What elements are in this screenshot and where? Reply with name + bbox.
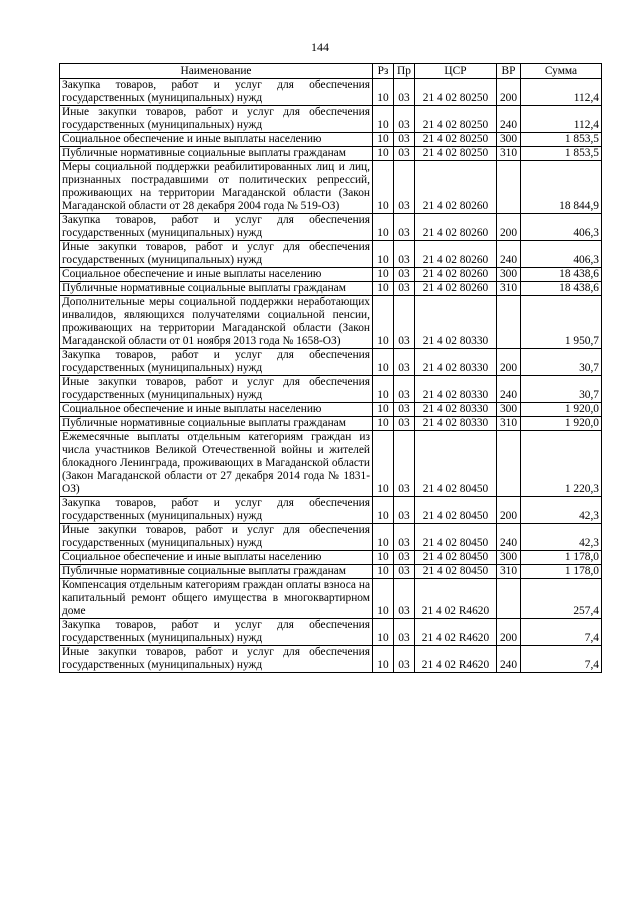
- table-row: [60, 565, 602, 579]
- cell-vr: 310: [497, 417, 521, 431]
- cell-rz: 10: [373, 646, 394, 673]
- cell-sum: 1 853,5: [521, 147, 602, 161]
- cell-name: Публичные нормативные социальные выплаты гражданам: [60, 417, 373, 431]
- cell-csr: 21 4 02 80260: [415, 268, 497, 282]
- cell-sum: 18 438,6: [521, 282, 602, 296]
- cell-csr: 21 4 02 80450: [415, 565, 497, 579]
- budget-table: [59, 63, 602, 673]
- cell-sum: 7,4: [521, 619, 602, 646]
- cell-csr: 21 4 02 80260: [415, 161, 497, 214]
- cell-sum: 18 844,9: [521, 161, 602, 214]
- cell-vr: [497, 579, 521, 619]
- cell-pr: 03: [394, 551, 415, 565]
- cell-vr: 240: [497, 646, 521, 673]
- table-row: [60, 497, 602, 524]
- cell-sum: 42,3: [521, 497, 602, 524]
- cell-pr: 03: [394, 524, 415, 551]
- cell-pr: 03: [394, 431, 415, 497]
- cell-rz: 10: [373, 214, 394, 241]
- cell-name: Иные закупки товаров, работ и услуг для обеспечения государственных (муниципальных) нужд: [60, 106, 373, 133]
- cell-csr: 21 4 02 80250: [415, 147, 497, 161]
- cell-pr: 03: [394, 268, 415, 282]
- header-sum: Сумма: [521, 64, 602, 79]
- cell-rz: 10: [373, 619, 394, 646]
- cell-vr: 240: [497, 524, 521, 551]
- cell-vr: [497, 296, 521, 349]
- cell-vr: [497, 161, 521, 214]
- cell-sum: 112,4: [521, 79, 602, 106]
- cell-csr: 21 4 02 R4620: [415, 646, 497, 673]
- cell-vr: 240: [497, 241, 521, 268]
- cell-pr: 03: [394, 619, 415, 646]
- table-row: [60, 79, 602, 106]
- cell-name: Компенсация отдельным категориям граждан оплаты взноса на капитальный ремонт общего имущества в многоквартирном доме: [60, 579, 373, 619]
- cell-vr: 200: [497, 214, 521, 241]
- cell-rz: 10: [373, 417, 394, 431]
- cell-pr: 03: [394, 565, 415, 579]
- table-row: [60, 147, 602, 161]
- cell-pr: 03: [394, 579, 415, 619]
- cell-rz: 10: [373, 268, 394, 282]
- cell-sum: 112,4: [521, 106, 602, 133]
- cell-pr: 03: [394, 79, 415, 106]
- table-row: [60, 161, 602, 214]
- cell-name: Закупка товаров, работ и услуг для обеспечения государственных (муниципальных) нужд: [60, 79, 373, 106]
- table-row: [60, 376, 602, 403]
- cell-vr: 200: [497, 619, 521, 646]
- cell-sum: 1 950,7: [521, 296, 602, 349]
- cell-csr: 21 4 02 80250: [415, 106, 497, 133]
- cell-pr: 03: [394, 417, 415, 431]
- cell-rz: 10: [373, 497, 394, 524]
- cell-sum: 1 178,0: [521, 551, 602, 565]
- cell-sum: 257,4: [521, 579, 602, 619]
- table-row: [60, 524, 602, 551]
- cell-vr: [497, 431, 521, 497]
- cell-name: Социальное обеспечение и иные выплаты населению: [60, 403, 373, 417]
- cell-vr: 200: [497, 497, 521, 524]
- cell-sum: 30,7: [521, 376, 602, 403]
- cell-csr: 21 4 02 80330: [415, 296, 497, 349]
- cell-pr: 03: [394, 376, 415, 403]
- cell-vr: 200: [497, 79, 521, 106]
- cell-pr: 03: [394, 296, 415, 349]
- table-row: [60, 403, 602, 417]
- cell-name: Социальное обеспечение и иные выплаты населению: [60, 268, 373, 282]
- table-row: [60, 646, 602, 673]
- cell-vr: 300: [497, 551, 521, 565]
- cell-sum: 1 920,0: [521, 403, 602, 417]
- cell-csr: 21 4 02 80260: [415, 214, 497, 241]
- cell-name: Закупка товаров, работ и услуг для обеспечения государственных (муниципальных) нужд: [60, 497, 373, 524]
- header-pr: Пр: [394, 64, 415, 79]
- cell-name: Иные закупки товаров, работ и услуг для обеспечения государственных (муниципальных) нужд: [60, 376, 373, 403]
- cell-vr: 300: [497, 403, 521, 417]
- table-row: [60, 282, 602, 296]
- cell-vr: 310: [497, 565, 521, 579]
- cell-sum: 1 220,3: [521, 431, 602, 497]
- cell-csr: 21 4 02 80330: [415, 403, 497, 417]
- cell-csr: 21 4 02 80330: [415, 376, 497, 403]
- table-row: [60, 268, 602, 282]
- cell-csr: 21 4 02 80250: [415, 133, 497, 147]
- cell-sum: 7,4: [521, 646, 602, 673]
- cell-name: Иные закупки товаров, работ и услуг для обеспечения государственных (муниципальных) нужд: [60, 524, 373, 551]
- cell-sum: 406,3: [521, 241, 602, 268]
- cell-vr: 310: [497, 282, 521, 296]
- cell-rz: 10: [373, 296, 394, 349]
- cell-vr: 240: [497, 376, 521, 403]
- table-header-row: [60, 64, 602, 79]
- cell-sum: 30,7: [521, 349, 602, 376]
- cell-csr: 21 4 02 80330: [415, 349, 497, 376]
- cell-rz: 10: [373, 282, 394, 296]
- table-row: [60, 241, 602, 268]
- cell-pr: 03: [394, 403, 415, 417]
- cell-sum: 42,3: [521, 524, 602, 551]
- cell-csr: 21 4 02 R4620: [415, 619, 497, 646]
- cell-pr: 03: [394, 349, 415, 376]
- table-row: [60, 551, 602, 565]
- table-row: [60, 619, 602, 646]
- cell-sum: 1 853,5: [521, 133, 602, 147]
- cell-name: Иные закупки товаров, работ и услуг для обеспечения государственных (муниципальных) нужд: [60, 241, 373, 268]
- cell-rz: 10: [373, 133, 394, 147]
- cell-pr: 03: [394, 147, 415, 161]
- cell-rz: 10: [373, 106, 394, 133]
- cell-csr: 21 4 02 80250: [415, 79, 497, 106]
- cell-csr: 21 4 02 80260: [415, 241, 497, 268]
- header-rz: Рз: [373, 64, 394, 79]
- cell-csr: 21 4 02 80450: [415, 551, 497, 565]
- cell-sum: 1 178,0: [521, 565, 602, 579]
- cell-name: Дополнительные меры социальной поддержки неработающих инвалидов, являющихся получателями социальной пенсии, проживающих на территории Магаданской области (Закон Магаданской области от 01 ноября 2013 года № 1658-ОЗ): [60, 296, 373, 349]
- cell-rz: 10: [373, 376, 394, 403]
- cell-vr: 310: [497, 147, 521, 161]
- cell-name: Публичные нормативные социальные выплаты гражданам: [60, 565, 373, 579]
- cell-rz: 10: [373, 579, 394, 619]
- page-number: 144: [311, 40, 329, 54]
- header-vr: ВР: [497, 64, 521, 79]
- cell-vr: 300: [497, 133, 521, 147]
- cell-rz: 10: [373, 161, 394, 214]
- cell-pr: 03: [394, 161, 415, 214]
- cell-csr: 21 4 02 80450: [415, 524, 497, 551]
- cell-pr: 03: [394, 646, 415, 673]
- cell-csr: 21 4 02 80450: [415, 497, 497, 524]
- table-row: [60, 106, 602, 133]
- cell-rz: 10: [373, 349, 394, 376]
- table-body: [60, 79, 602, 673]
- cell-name: Публичные нормативные социальные выплаты гражданам: [60, 147, 373, 161]
- cell-rz: 10: [373, 551, 394, 565]
- cell-vr: 200: [497, 349, 521, 376]
- cell-pr: 03: [394, 282, 415, 296]
- cell-vr: 240: [497, 106, 521, 133]
- table-row: [60, 349, 602, 376]
- cell-pr: 03: [394, 106, 415, 133]
- cell-rz: 10: [373, 241, 394, 268]
- cell-pr: 03: [394, 241, 415, 268]
- cell-pr: 03: [394, 214, 415, 241]
- cell-name: Закупка товаров, работ и услуг для обеспечения государственных (муниципальных) нужд: [60, 349, 373, 376]
- cell-name: Меры социальной поддержки реабилитированных лиц и лиц, признанных пострадавшими от политических репрессий, проживающих на территории Магаданской области (Закон Магаданской области от 28 декабря 2004 года № 519-ОЗ): [60, 161, 373, 214]
- cell-csr: 21 4 02 R4620: [415, 579, 497, 619]
- cell-name: Социальное обеспечение и иные выплаты населению: [60, 551, 373, 565]
- cell-name: Публичные нормативные социальные выплаты гражданам: [60, 282, 373, 296]
- cell-rz: 10: [373, 79, 394, 106]
- header-csr: ЦСР: [415, 64, 497, 79]
- cell-rz: 10: [373, 147, 394, 161]
- table-row: [60, 417, 602, 431]
- cell-vr: 300: [497, 268, 521, 282]
- table-row: [60, 296, 602, 349]
- cell-rz: 10: [373, 565, 394, 579]
- cell-pr: 03: [394, 497, 415, 524]
- cell-name: Иные закупки товаров, работ и услуг для обеспечения государственных (муниципальных) нужд: [60, 646, 373, 673]
- header-name: Наименование: [60, 64, 373, 79]
- cell-csr: 21 4 02 80330: [415, 417, 497, 431]
- cell-rz: 10: [373, 524, 394, 551]
- table-row: [60, 214, 602, 241]
- table-row: [60, 431, 602, 497]
- table-row: [60, 579, 602, 619]
- cell-sum: 18 438,6: [521, 268, 602, 282]
- cell-csr: 21 4 02 80450: [415, 431, 497, 497]
- cell-csr: 21 4 02 80260: [415, 282, 497, 296]
- cell-rz: 10: [373, 431, 394, 497]
- cell-sum: 406,3: [521, 214, 602, 241]
- cell-name: Социальное обеспечение и иные выплаты населению: [60, 133, 373, 147]
- cell-name: Закупка товаров, работ и услуг для обеспечения государственных (муниципальных) нужд: [60, 619, 373, 646]
- cell-name: Закупка товаров, работ и услуг для обеспечения государственных (муниципальных) нужд: [60, 214, 373, 241]
- table-row: [60, 133, 602, 147]
- cell-pr: 03: [394, 133, 415, 147]
- cell-rz: 10: [373, 403, 394, 417]
- cell-sum: 1 920,0: [521, 417, 602, 431]
- cell-name: Ежемесячные выплаты отдельным категориям граждан из числа участников Великой Отечественной войны и жителей блокадного Ленинграда, проживающих в Магаданской области (Закон Магаданской области от 27 декабря 2014 года № 1831-ОЗ): [60, 431, 373, 497]
